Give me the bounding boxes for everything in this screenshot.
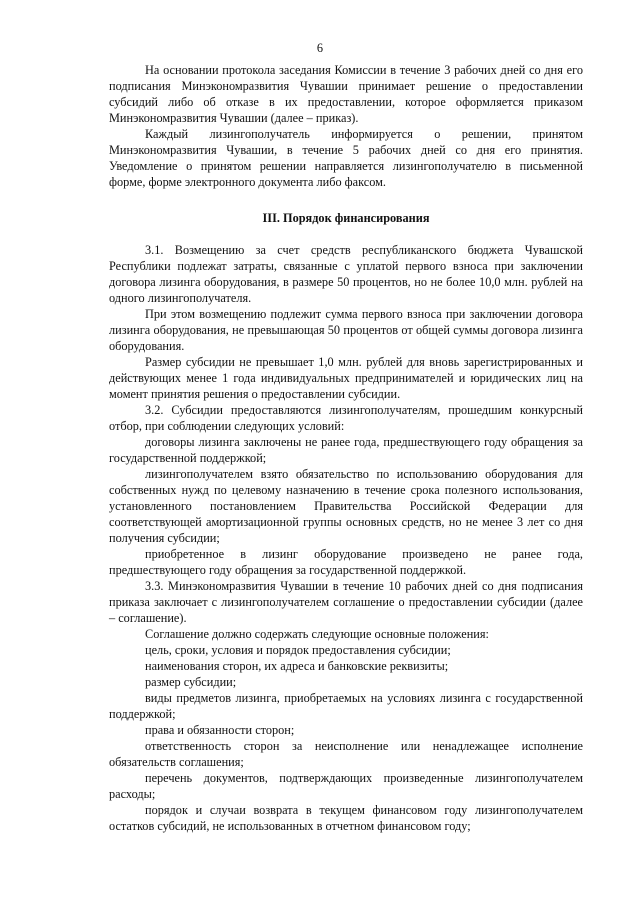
list-item: ответственность сторон за неисполнение или ненадлежащее исполнение обязательств соглашения; <box>109 739 583 769</box>
section-heading: III. Порядок финансирования <box>262 211 430 225</box>
paragraph: При этом возмещению подлежит сумма первого взноса при заключении договора лизинга оборудования, не превышающая 50 процентов от общей суммы договора лизинга оборудования. <box>109 307 583 353</box>
document-body <box>109 62 583 834</box>
list-item: порядок и случаи возврата в текущем финансовом году лизингополучателем остатков субсидий, не использованных в отчетном финансовом году; <box>109 803 583 833</box>
paragraph: 3.2. Субсидии предоставляются лизингополучателям, прошедшим конкурсный отбор, при соблюдении следующих условий: <box>109 403 583 433</box>
paragraph: Соглашение должно содержать следующие основные положения: <box>145 627 489 641</box>
list-item: права и обязанности сторон; <box>145 723 295 737</box>
paragraph: Размер субсидии не превышает 1,0 млн. рублей для вновь зарегистрированных и действующих менее 1 года индивидуальных предпринимателей и юридических лиц на момент принятия решения о предоставлении субсидии. <box>109 355 583 401</box>
list-item: перечень документов, подтверждающих произведенные лизингополучателем расходы; <box>109 771 583 801</box>
paragraph: 3.3. Минэкономразвития Чувашии в течение 10 рабочих дней со дня подписания приказа заключает с лизингополучателем соглашение о предоставлении субсидии (далее – соглашение). <box>109 579 583 625</box>
paragraph: 3.1. Возмещению за счет средств республиканского бюджета Чувашской Республики подлежат затраты, связанные с уплатой первого взноса при заключении договора лизинга оборудования, в размере 50 процентов, но не более 10,0 млн. рублей на одного лизингополучателя. <box>109 243 583 305</box>
list-item: виды предметов лизинга, приобретаемых на условиях лизинга с государственной поддержкой; <box>109 691 583 721</box>
paragraph: лизингополучателем взято обязательство по использованию оборудования для собственных нужд по целевому назначению в течение срока полезного использования, установленного постановлением Правительства Российской Федерации для соответствующей амортизационной группы основных средств, но не менее 3 лет со дня получения субсидии; <box>109 467 583 545</box>
paragraph: приобретенное в лизинг оборудование произведено не ранее года, предшествующего году обращения за государственной поддержкой. <box>109 547 583 577</box>
paragraph: Каждый лизингополучатель информируется о решении, принятом Минэкономразвития Чувашии, в течение 5 рабочих дней со дня его принятия. Уведомление о принятом решении направляется лизингополучателю в письменной форме, форме электронного документа либо факсом. <box>109 127 583 189</box>
paragraph: На основании протокола заседания Комиссии в течение 3 рабочих дней со дня его подписания Минэкономразвития Чувашии принимает решение о предоставлении субсидий либо об отказе в их предоставлении, которое оформляется приказом Минэкономразвития Чувашии (далее – приказ). <box>109 63 583 125</box>
list-item: цель, сроки, условия и порядок предоставления субсидии; <box>145 643 451 657</box>
page-number: 6 <box>316 41 324 55</box>
list-item: размер субсидии; <box>145 675 237 689</box>
paragraph: договоры лизинга заключены не ранее года, предшествующего году обращения за государственной поддержкой; <box>109 435 583 465</box>
list-item: наименования сторон, их адреса и банковские реквизиты; <box>145 659 449 673</box>
